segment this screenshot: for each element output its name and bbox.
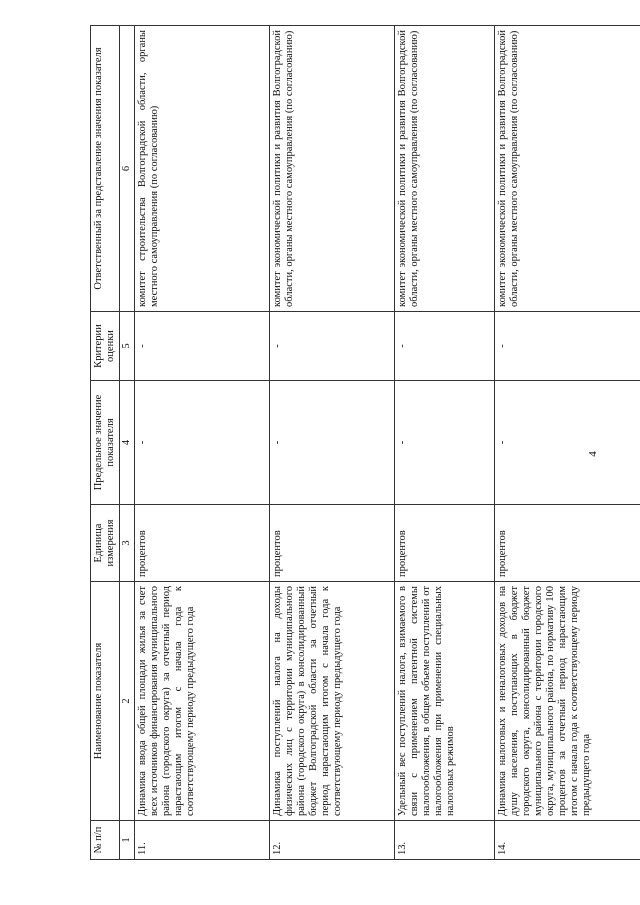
page-number: 4 xyxy=(586,451,599,457)
row-unit: процентов xyxy=(270,505,395,582)
col-number: 2 xyxy=(120,582,135,821)
row-limit: - xyxy=(495,381,640,505)
col-number: 4 xyxy=(120,381,135,505)
header-criteria: Критерии оценки xyxy=(91,312,120,381)
row-unit: процентов xyxy=(495,505,640,582)
row-name: Динамика налоговых и неналоговых доходов на душу населения, поступающих в бюджет городского округа, консолидированный бюджет муниципального района с территории городского округа, муниципального района, по нормативу 100 процентов за отчетный период нарастающим итогом с начала года к соответствующему периоду предыдущего года xyxy=(495,582,640,821)
row-name: Динамика поступлений налога на доходы физических лиц с территории муниципального района (городского округа) в консолидированный бюджет Волгоградской области за отчетный период нарастающим итогом с начала года к соответствующему периоду предыдущего года xyxy=(270,582,395,821)
row-criteria: - xyxy=(270,312,395,381)
indicators-table xyxy=(90,25,640,860)
header-name: Наименование показателя xyxy=(91,582,120,821)
row-num: 14. xyxy=(495,821,640,860)
col-number: 3 xyxy=(120,505,135,582)
col-number: 1 xyxy=(120,821,135,860)
row-num: 13. xyxy=(395,821,495,860)
header-unit: Единица измерения xyxy=(91,505,120,582)
header-responsible: Ответственный за представление значения показателя xyxy=(91,26,120,312)
header-num: № п/п xyxy=(91,821,120,860)
row-criteria: - xyxy=(395,312,495,381)
row-name: Удельный вес поступлений налога, взимаемого в связи с применением патентной системы налогообложения, в общем объеме поступлений от налогообложения при применении специальных налоговых режимов xyxy=(395,582,495,821)
row-responsible: комитет экономической политики и развития Волгоградской области, органы местного самоуправления (по согласованию) xyxy=(270,26,395,312)
table-row xyxy=(135,26,270,860)
header-limit: Предельное значение показателя xyxy=(91,381,120,505)
row-unit: процентов xyxy=(135,505,270,582)
col-number: 5 xyxy=(120,312,135,381)
row-limit: - xyxy=(270,381,395,505)
col-number: 6 xyxy=(120,26,135,312)
table-row xyxy=(495,26,640,860)
row-num: 11. xyxy=(135,821,270,860)
column-number-row xyxy=(120,26,135,860)
row-responsible: комитет экономической политики и развития Волгоградской области, органы местного самоуправления (по согласованию) xyxy=(395,26,495,312)
row-limit: - xyxy=(395,381,495,505)
row-responsible: комитет строительства Волгоградской области, органы местного самоуправления (по согласованию) xyxy=(135,26,270,312)
row-limit: - xyxy=(135,381,270,505)
table-row xyxy=(395,26,495,860)
table-header-row xyxy=(91,26,120,860)
document-table-rotated xyxy=(90,30,640,860)
row-responsible: комитет экономической политики и развития Волгоградской области, органы местного самоуправления (по согласованию) xyxy=(495,26,640,312)
row-num: 12. xyxy=(270,821,395,860)
table-row xyxy=(270,26,395,860)
row-criteria: - xyxy=(135,312,270,381)
row-unit: процентов xyxy=(395,505,495,582)
row-name: Динамика ввода общей площади жилья за счет всех источников финансирования муниципального района (городского округа) за отчетный период нарастающим итогом с начала года к соответствующему периоду предыдущего года xyxy=(135,582,270,821)
row-criteria: - xyxy=(495,312,640,381)
